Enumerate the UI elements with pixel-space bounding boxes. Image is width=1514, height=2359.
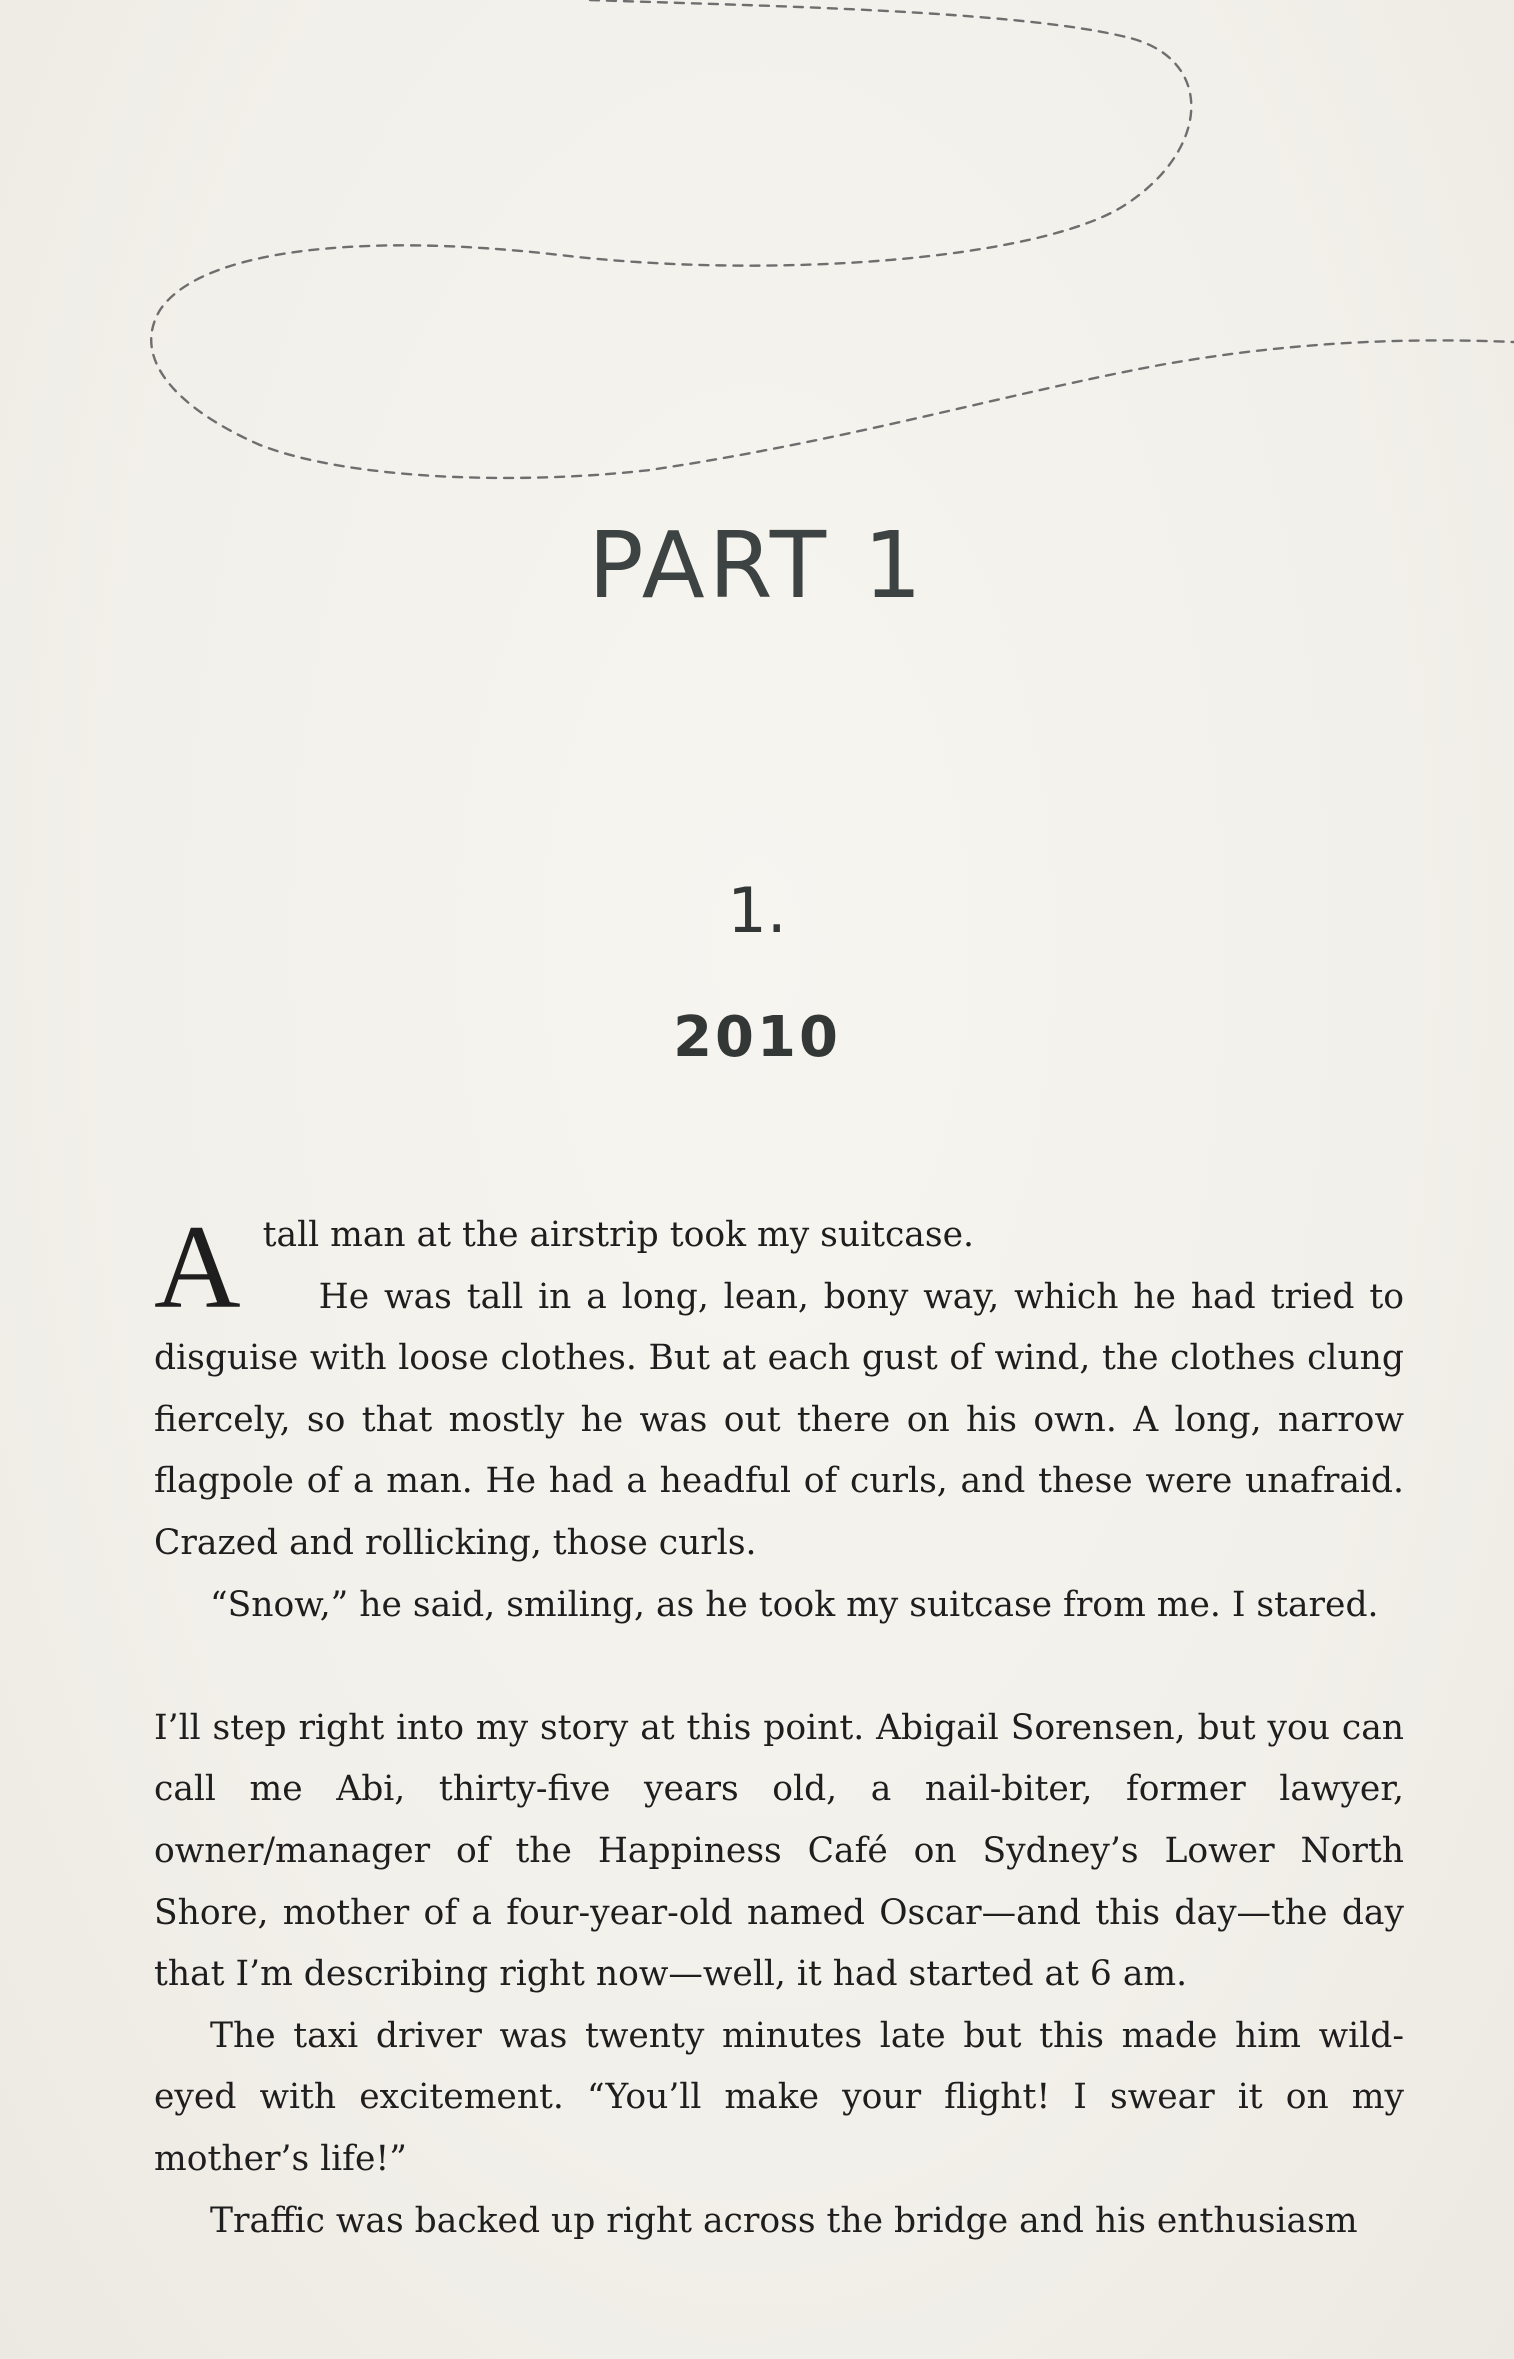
paragraph-3: “Snow,” he said, smiling, as he took my suitcase from me. I stared. [210, 1584, 1379, 1625]
chapter-body [154, 1200, 1404, 2252]
paragraph-5: The taxi driver was twenty minutes late but this made him wild-eyed with excitement. “You’ll make your flight! I swear it on my mother’s life!” [154, 2015, 1404, 2179]
chapter-number: 1. [727, 874, 787, 947]
paragraph-1: tall man at the airstrip took my suitcase. [262, 1215, 974, 1255]
paragraph-opening [154, 1200, 1404, 1333]
paragraph-2: He was tall in a long, lean, bony way, which he had tried to disguise with loose clothes. But at each gust of wind, the clothes clung fiercely, so that mostly he was out there on his own. A long, narrow flagpole of a man. He had a headful of curls, and these were unafraid. Crazed and rollicking, those curls. [154, 1276, 1404, 1563]
dotted-line-ornament [0, 0, 1514, 520]
chapter-year: 2010 [673, 1005, 841, 1070]
paragraph-4: I’ll step right into my story at this point. Abigail Sorensen, but you can call me Abi, thirty-five years old, a nail-biter, former lawyer, owner/manager of the Happiness Café on Sydney’s Lower North Shore, mother of a four-year-old named Oscar—and this day—the day that I’m describing right now—well, it had started at 6 am. [154, 1707, 1404, 1995]
paragraph-6: Traffic was backed up right across the bridge and his enthusiasm [210, 2200, 1358, 2241]
drop-cap: A [154, 1200, 241, 1333]
part-title: PART 1 [588, 512, 926, 619]
